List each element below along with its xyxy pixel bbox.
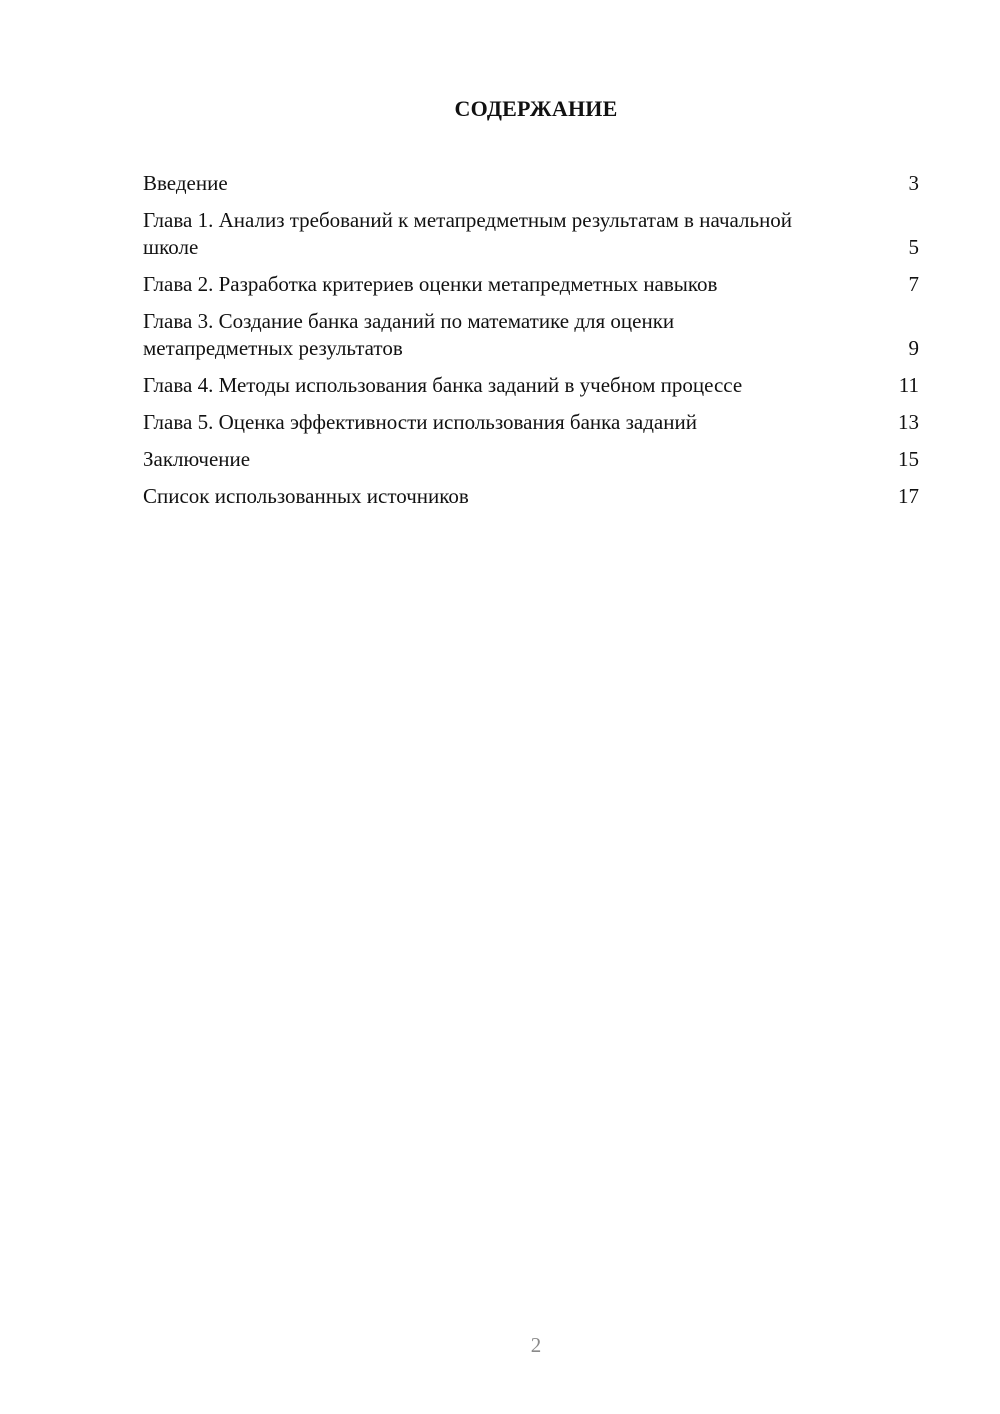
toc-entry-chapter-3[interactable] [143,308,919,362]
toc-entry-introduction[interactable] [143,170,919,197]
toc-entry-label: Список использованных источников [143,484,469,508]
toc-entry-page: 13 [898,410,919,434]
toc-entry-label: Заключение [143,447,251,471]
toc-entry-chapter-4[interactable] [143,372,919,399]
toc-entry-chapter-1[interactable] [143,207,919,261]
toc-entry-label: Глава 1. Анализ требований к метапредметным результатам в начальной школе [143,208,793,259]
toc-entry-page: 15 [898,447,919,471]
table-of-contents [143,170,919,520]
toc-entry-page: 9 [908,336,919,360]
toc-entry-chapter-2[interactable] [143,271,919,298]
toc-entry-chapter-5[interactable] [143,409,919,436]
toc-entry-page: 17 [898,484,919,508]
toc-entry-label: Глава 5. Оценка эффективности использования банка заданий [143,410,697,434]
toc-entry-label: Глава 4. Методы использования банка заданий в учебном процессе [143,373,743,397]
toc-entry-references[interactable] [143,483,919,510]
toc-entry-label: Глава 3. Создание банка заданий по математике для оценки метапредметных результатов [143,309,675,360]
toc-entry-label: Введение [143,171,228,195]
page-number: 2 [530,1333,542,1357]
toc-entry-page: 11 [898,373,919,397]
toc-entry-page: 5 [908,235,919,259]
toc-title: СОДЕРЖАНИЕ [454,96,618,121]
toc-entry-conclusion[interactable] [143,446,919,473]
toc-entry-page: 7 [908,272,919,296]
toc-entry-label: Глава 2. Разработка критериев оценки метапредметных навыков [143,272,718,296]
toc-entry-page: 3 [908,171,919,195]
